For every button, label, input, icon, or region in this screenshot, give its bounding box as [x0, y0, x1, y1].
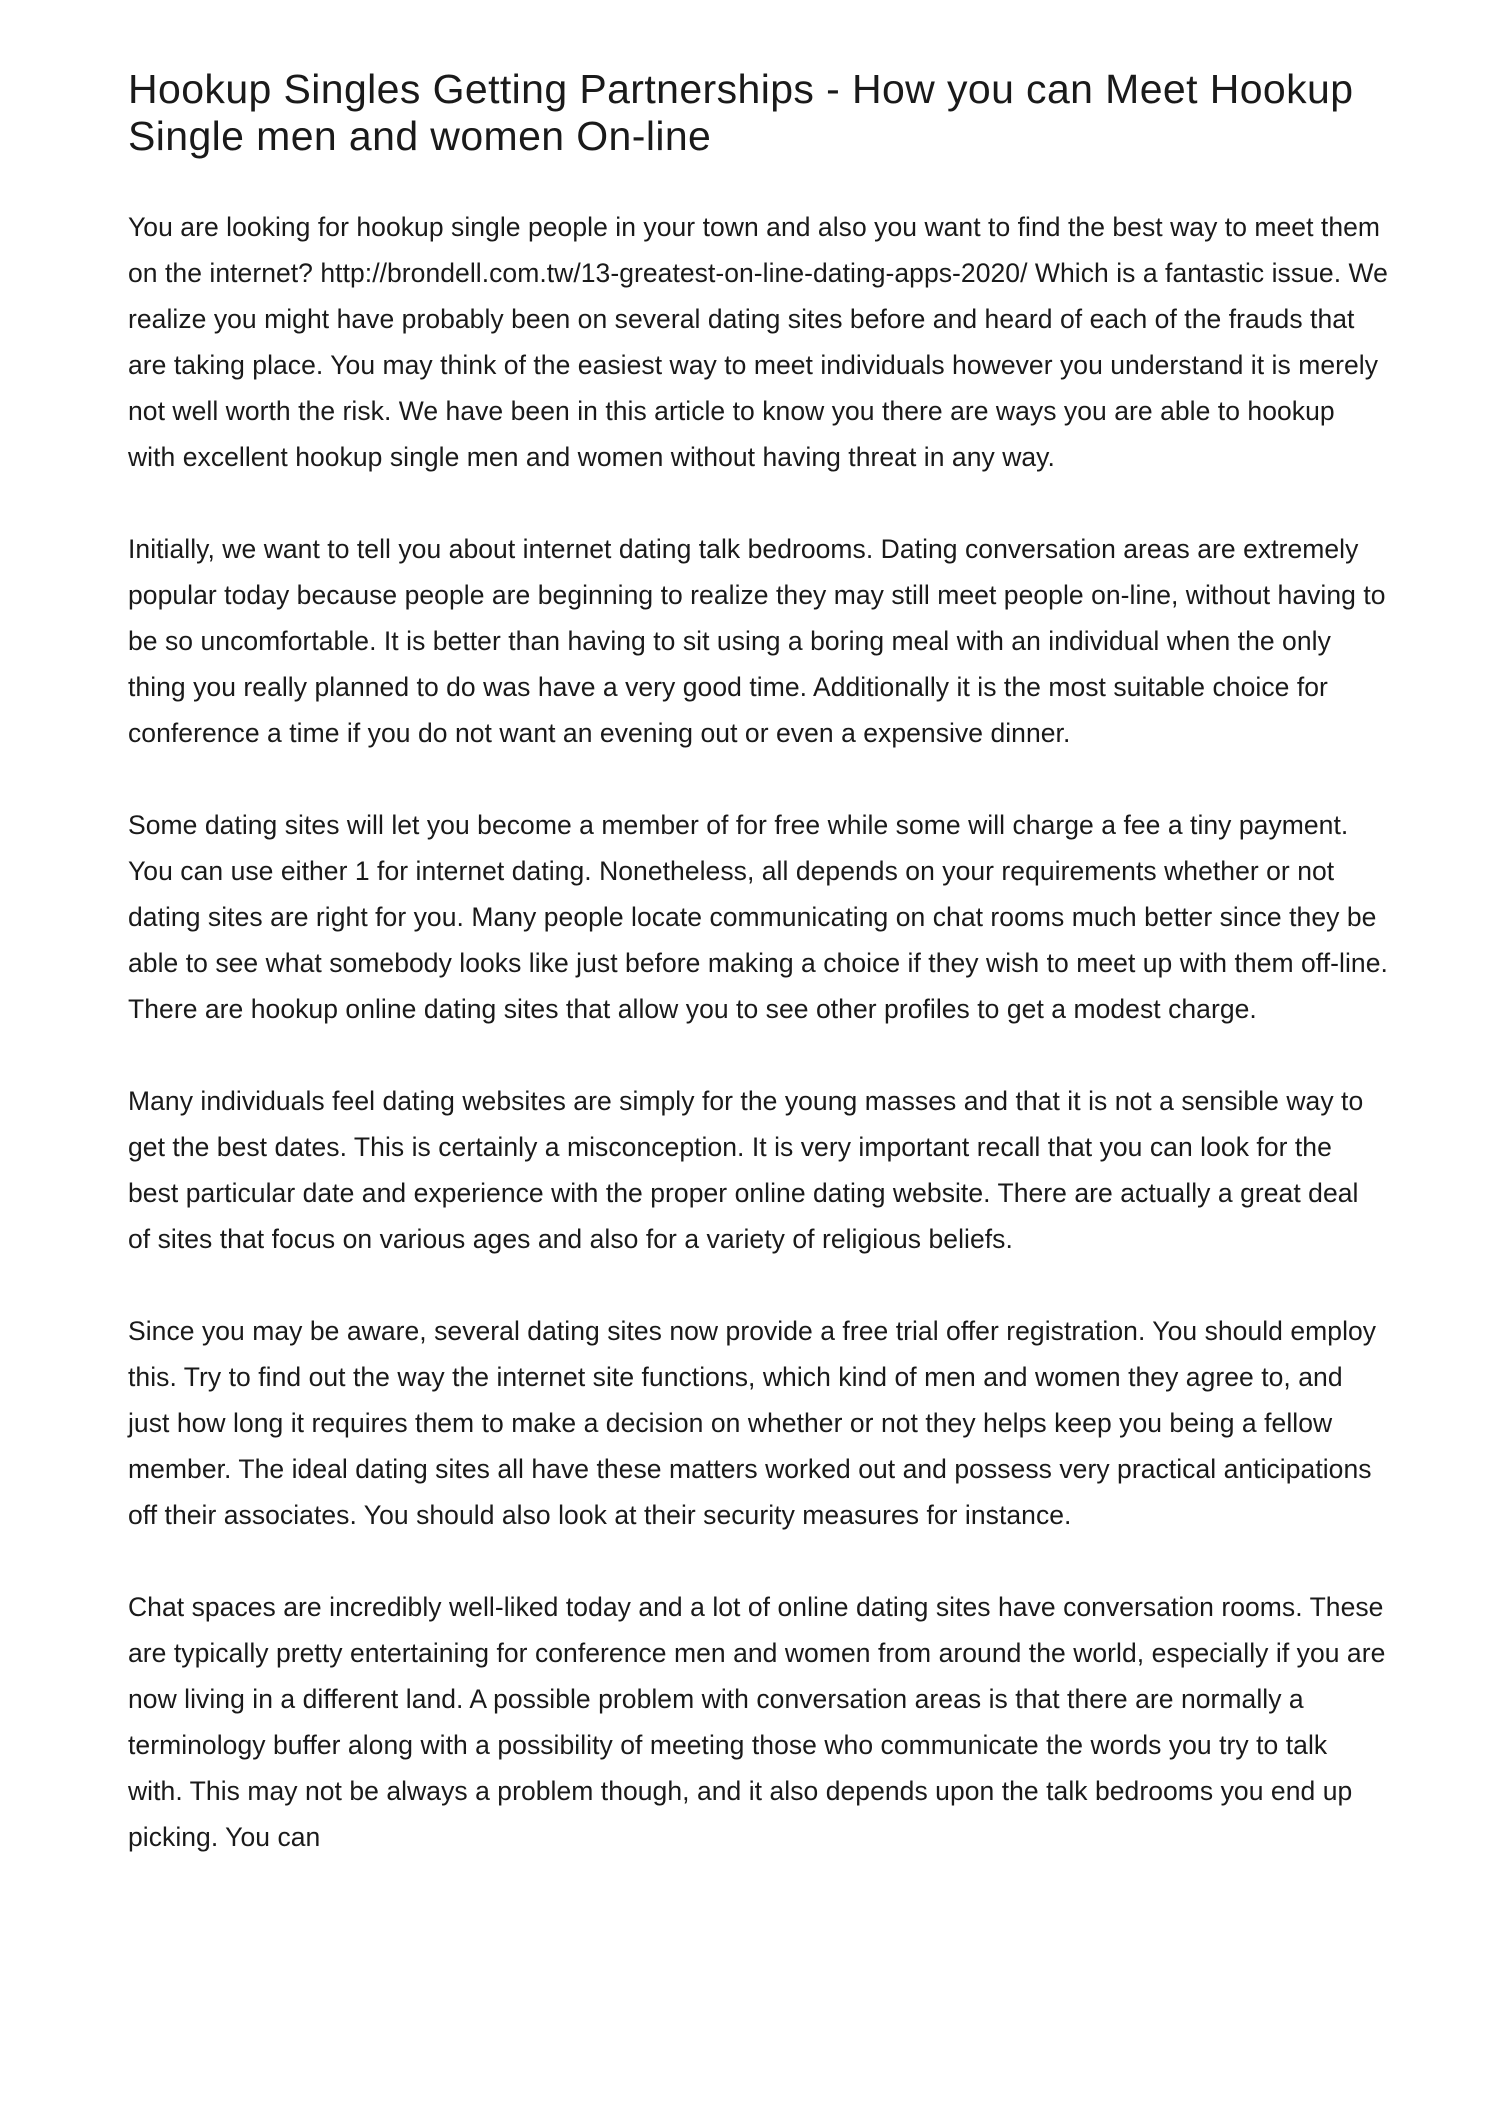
paragraph: Since you may be aware, several dating sites now provide a free trial offer registration. You should employ this. Try to find out the way the internet site functions, which kind of men and women they agree to, and just how long it requires them to make a decision on whether or not they helps keep you being a fellow member. The ideal dating sites all have these matters worked out and possess very practical anticipations off their associates. You should also look at their security measures for instance. — [128, 1316, 1377, 1530]
paragraph: Some dating sites will let you become a member of for free while some will charge a fee a tiny payment. You can use either 1 for internet dating. Nonetheless, all depends on your requirements whether or not dating sites are right for you. Many people locate communicating on chat rooms much better since they be able to see what somebody looks like just before making a choice if they wish to meet up with them off-line. There are hookup online dating sites that allow you to see other profiles to get a modest charge. — [128, 810, 1388, 1024]
paragraph: Many individuals feel dating websites are simply for the young masses and that it is not a sensible way to get the best dates. This is certainly a misconception. It is very important recall that you can look for the best particular date and experience with the proper online dating website. There are actually a great deal of sites that focus on various ages and also for a variety of religious beliefs. — [128, 1086, 1364, 1254]
paragraph: You are looking for hookup single people in your town and also you want to find the best way to meet them on the internet? http://brondell.com.tw/13-greatest-on-line-dating-apps-2020/ Which is a fantastic issue. We realize you might have probably been on several dating sites before and heard of each of the frauds that are taking place. You may think of the easiest way to meet individuals however you understand it is merely not well worth the risk. We have been in this article to know you there are ways you are able to hookup with excellent hookup single men and women without having threat in any way. — [128, 212, 1388, 472]
document-title: Hookup Singles Getting Partnerships - How you can Meet Hookup Single men and women On-line — [128, 66, 1354, 159]
paragraph: Initially, we want to tell you about internet dating talk bedrooms. Dating conversation areas are extremely popular today because people are beginning to realize they may still meet people on-line, without having to be so uncomfortable. It is better than having to sit using a boring meal with an individual when the only thing you really planned to do was have a very good time. Additionally it is the most suitable choice for conference a time if you do not want an evening out or even a expensive dinner. — [128, 534, 1386, 748]
paragraph: Chat spaces are incredibly well-liked today and a lot of online dating sites have conversation rooms. These are typically pretty entertaining for conference men and women from around the world, especially if you are now living in a different land. A possible problem with conversation areas is that there are normally a terminology buffer along with a possibility of meeting those who communicate the words you try to talk with. This may not be always a problem though, and it also depends upon the talk bedrooms you end up picking. You can — [128, 1592, 1386, 1852]
document-page — [128, 66, 1388, 1906]
